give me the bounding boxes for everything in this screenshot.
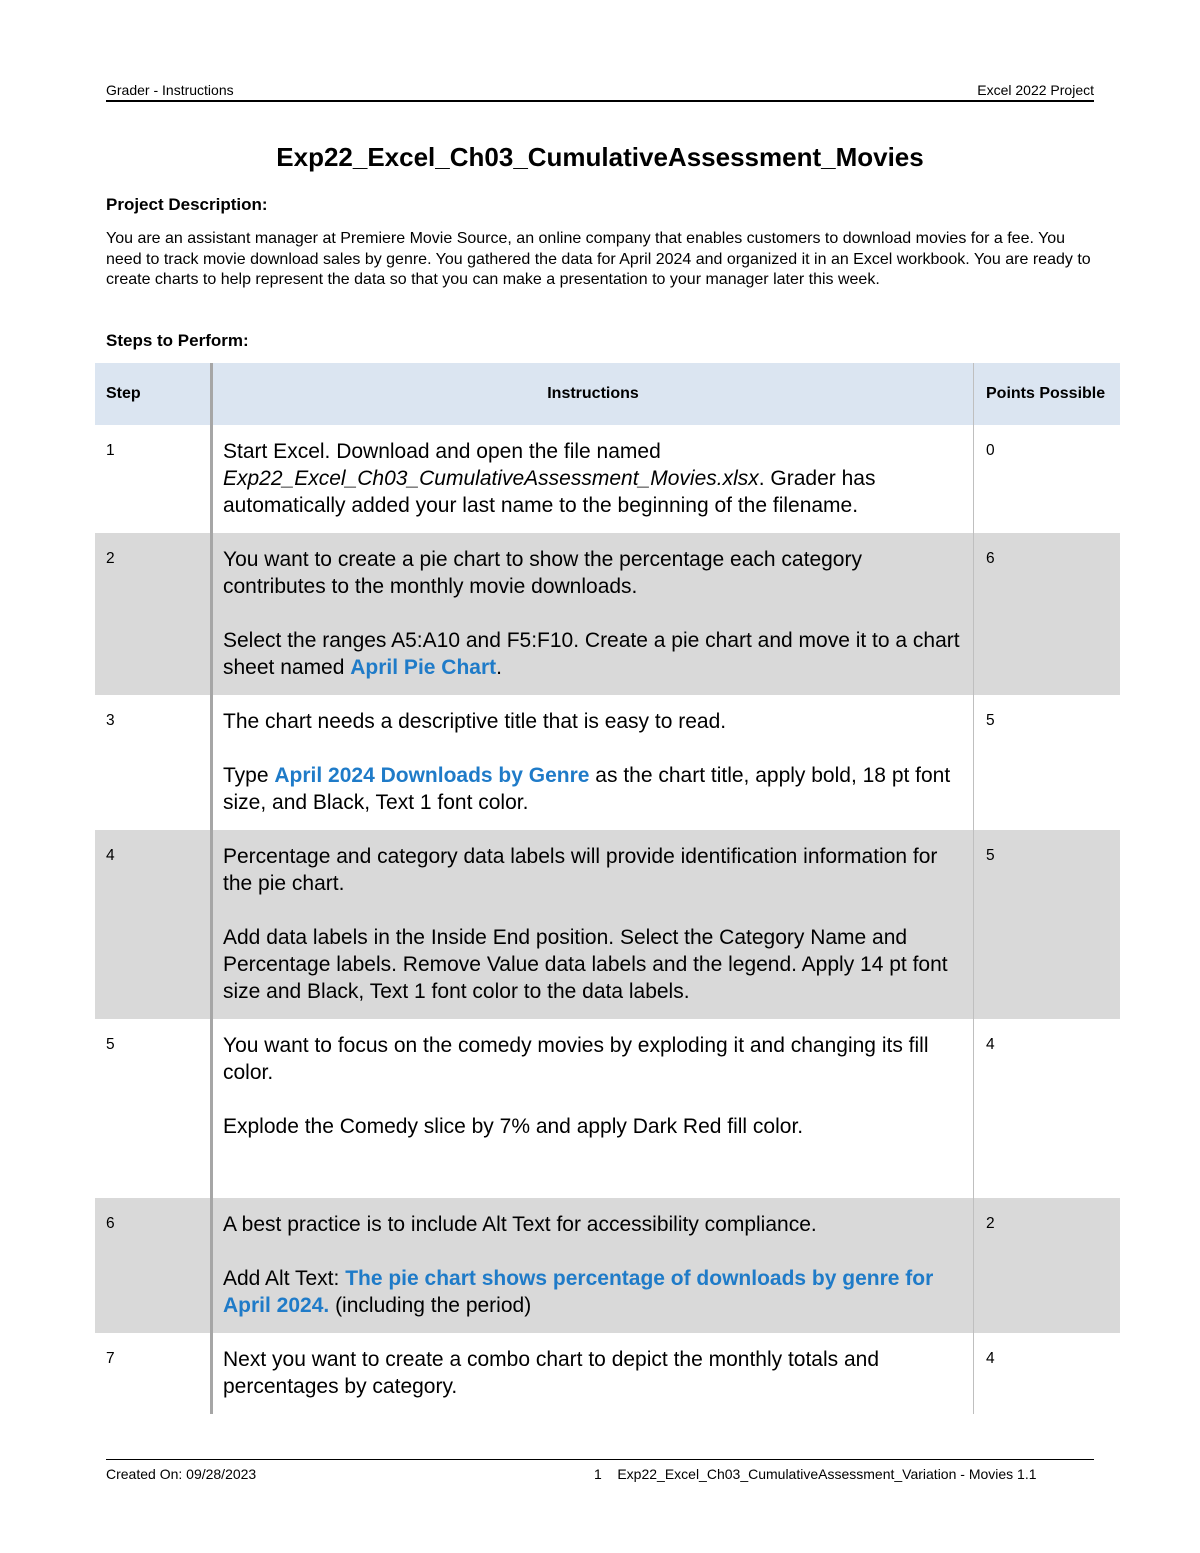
step-instructions — [212, 425, 974, 533]
file-name: Exp22_Excel_Ch03_CumulativeAssessment_Movies.xlsx — [223, 467, 759, 490]
step-points: 0 — [986, 442, 995, 459]
table-row — [95, 695, 1120, 830]
instruction-text: Add Alt Text: — [223, 1267, 346, 1290]
instruction-text: Type — [223, 764, 275, 787]
table-row — [95, 533, 1120, 695]
step-instructions — [212, 1333, 974, 1414]
table-row — [95, 1198, 1120, 1333]
instruction-text: You want to create a pie chart to show the percentage each category contributes to the monthly movie downloads. — [223, 548, 862, 598]
step-instructions — [212, 1198, 974, 1333]
step-instructions — [212, 1019, 974, 1198]
header-points: Points Possible — [974, 363, 1121, 425]
step-points: 4 — [986, 1036, 995, 1053]
header-left: Grader - Instructions — [106, 82, 234, 98]
step-number: 2 — [95, 533, 212, 695]
project-description-text: You are an assistant manager at Premiere Movie Source, an online company that enables customers to download movies for a fee. You need to track movie download sales by genre. You gathered the data for April 2024 and organized it in an Excel workbook. You are ready to create charts to help represent the data so that you can make a presentation to your manager later this week. — [106, 230, 1091, 288]
instruction-text: Add data labels in the Inside End position. Select the Category Name and Percentage labels. Remove Value data labels and the legend. Apply 14 pt font size and Black, Text 1 font color to the data labels. — [223, 926, 948, 1003]
instruction-text: as the chart title, apply bold, 18 pt font size, and Black, Text 1 font color. — [223, 764, 951, 814]
step-number: 4 — [95, 830, 212, 1019]
instruction-text: You want to focus on the comedy movies by exploding it and changing its fill color. — [223, 1034, 929, 1084]
step-points: 4 — [986, 1350, 995, 1367]
instruction-text: Explode the Comedy slice by 7% and apply Dark Red fill color. — [223, 1115, 804, 1138]
table-row — [95, 425, 1120, 533]
instruction-text: Percentage and category data labels will provide identification information for the pie chart. — [223, 845, 938, 895]
instruction-text: (including the period) — [329, 1294, 532, 1317]
step-instructions — [212, 695, 974, 830]
instruction-text: . Grader has automatically added your last name to the beginning of the filename. — [223, 467, 876, 517]
table-header-row — [95, 363, 1120, 425]
highlighted-text: April 2024 Downloads by Genre — [274, 764, 590, 787]
step-number: 7 — [106, 1350, 115, 1367]
instruction-text: A best practice is to include Alt Text for accessibility compliance. — [223, 1213, 817, 1236]
instruction-text: . — [496, 656, 502, 679]
step-points: 2 — [974, 1198, 1121, 1333]
steps-table — [95, 363, 1120, 1414]
table-row — [95, 1019, 1120, 1198]
instruction-text: Select the ranges A5:A10 and F5:F10. Create a pie chart and move it to a chart sheet named — [223, 629, 960, 679]
table-row — [95, 1333, 1120, 1414]
footer-divider — [106, 1459, 1094, 1460]
footer-created: Created On: 09/28/2023 — [106, 1466, 257, 1482]
step-points: 5 — [986, 712, 995, 729]
instruction-text: Next you want to create a combo chart to depict the monthly totals and percentages by category. — [223, 1348, 880, 1398]
footer-page-file: 1 Exp22_Excel_Ch03_CumulativeAssessment_Variation - Movies 1.1 — [594, 1466, 1037, 1482]
page-header — [106, 82, 1094, 102]
header-instructions: Instructions — [212, 363, 974, 425]
header-step: Step — [95, 363, 212, 425]
document-title: Exp22_Excel_Ch03_CumulativeAssessment_Movies — [276, 142, 924, 172]
instruction-text: Start Excel. Download and open the file named — [223, 440, 661, 463]
step-number: 3 — [106, 712, 115, 729]
step-number: 1 — [106, 442, 115, 459]
highlighted-text: April Pie Chart — [350, 656, 497, 679]
project-description-label: Project Description: — [106, 195, 268, 214]
header-right: Excel 2022 Project — [977, 82, 1094, 98]
step-number: 5 — [106, 1036, 115, 1053]
step-number: 6 — [95, 1198, 212, 1333]
table-row — [95, 830, 1120, 1019]
steps-label: Steps to Perform: — [106, 331, 249, 350]
step-points: 6 — [974, 533, 1121, 695]
instruction-text: The chart needs a descriptive title that is easy to read. — [223, 710, 727, 733]
step-instructions — [212, 533, 974, 695]
highlighted-text: The pie chart shows percentage of downloads by genre for April 2024. — [223, 1267, 934, 1317]
step-instructions — [212, 830, 974, 1019]
step-points: 5 — [974, 830, 1121, 1019]
